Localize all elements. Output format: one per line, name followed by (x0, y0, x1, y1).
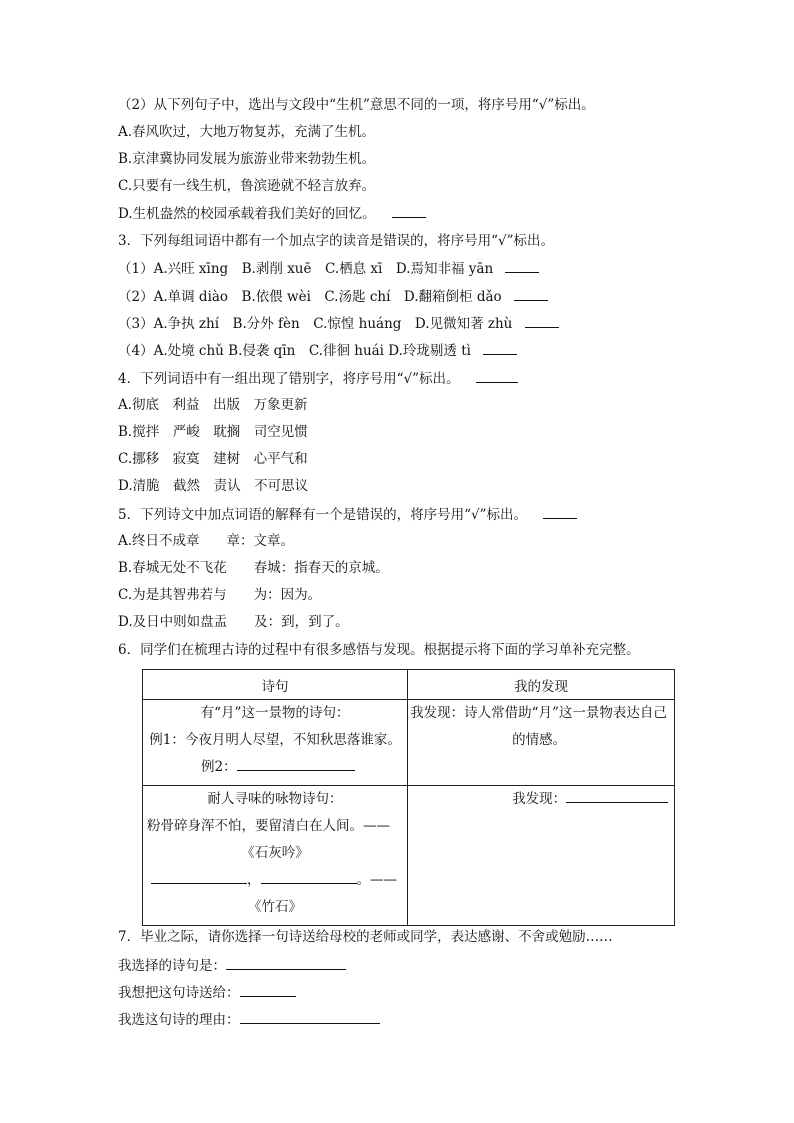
q7-field-poem-label: 我选择的诗句是： (118, 958, 226, 974)
moon-example-2-label: 例2： (201, 759, 237, 775)
header-poem: 诗句 (143, 670, 408, 700)
q5-option-a: A.终日不成章 章：文章。 (118, 533, 295, 549)
q3-group-2-blank[interactable] (514, 287, 548, 301)
object-discovery-row (408, 786, 674, 813)
moon-example-2-blank[interactable] (237, 757, 355, 771)
q5-option-b: B.春城无处不飞花 春城：指春天的京城。 (118, 560, 389, 576)
q4-prompt: 4．下列词语中有一组出现了错别字，将序号用“√”标出。 (118, 371, 460, 387)
moon-discovery-line-1: 我发现：诗人常借助“月”这一景物表达自己 (410, 705, 667, 721)
object-example-1-source: 《石灰吟》 (241, 845, 309, 861)
q7-prompt: 7．毕业之际，请你选择一句诗送给母校的老师或同学，表达感谢、不舍或勉励…… (118, 929, 613, 945)
q3-group-2: （2）A.单调 diào B.依偎 wèi C.汤匙 chí D.翻箱倒柜 dǎo (118, 289, 502, 305)
q4-prompt-row (118, 369, 518, 388)
q3-group-4-blank[interactable] (483, 341, 517, 355)
q3-group-4-row (118, 341, 517, 360)
q3-group-2-row (118, 287, 548, 306)
q7-field-poem-row (118, 956, 346, 975)
q7-field-reason-row (118, 1010, 380, 1029)
object-discovery-blank[interactable] (566, 789, 668, 803)
object-blank-2[interactable] (261, 870, 357, 884)
q7-field-recipient-row (118, 983, 296, 1002)
object-discovery-cell (408, 786, 675, 926)
object-example-2-row (143, 867, 407, 894)
q6-prompt: 6．同学们在梳理古诗的过程中有很多感悟与发现。根据提示将下面的学习单补充完整。 (118, 642, 640, 658)
q3-group-3: （3）A.争执 zhí B.分外 fèn C.惊惶 huáng D.见微知著 zhù (118, 316, 513, 332)
q3-group-3-blank[interactable] (525, 314, 559, 328)
q4-option-a: A.彻底 利益 出版 万象更新 (118, 397, 308, 413)
q2-sub-prompt: （2）从下列句子中，选出与文段中“生机”意思不同的一项，将序号用“√”标出。 (118, 97, 595, 113)
q7-field-recipient-label: 我想把这句诗送给： (118, 985, 240, 1001)
q5-prompt: 5．下列诗文中加点词语的解释有一个是错误的，将序号用“√”标出。 (118, 507, 527, 523)
table-row-object (143, 786, 675, 926)
q4-option-d: D.清脆 截然 责认 不可思议 (118, 478, 309, 494)
table-row-moon (143, 700, 675, 786)
q4-option-b: B.搅拌 严峻 耽搁 司空见惯 (118, 424, 308, 440)
object-discovery-label: 我发现： (512, 791, 567, 807)
moon-example-1: 例1：今夜月明人尽望，不知秋思落谁家。 (149, 732, 401, 748)
q3-prompt: 3．下列每组词语中都有一个加点字的读音是错误的，将序号用“√”标出。 (118, 233, 554, 249)
q4-answer-blank[interactable] (476, 369, 518, 383)
q3-group-1: （1）A.兴旺 xīng B.剥削 xuē C.栖息 xī D.焉知非福 yān (118, 261, 494, 277)
q4-option-c: C.挪移 寂寞 建树 心平气和 (118, 451, 308, 467)
header-discovery: 我的发现 (408, 670, 675, 700)
object-example-1: 粉骨碎身浑不怕，要留清白在人间。—— (147, 818, 390, 834)
moon-example-2-row (143, 754, 407, 781)
q2-option-d: D.生机盎然的校园承载着我们美好的回忆。 (118, 206, 376, 222)
object-poems-cell (143, 786, 408, 926)
q7-field-poem-blank[interactable] (226, 956, 346, 970)
q5-prompt-row (118, 505, 577, 524)
object-dash: 。—— (356, 872, 397, 888)
q5-option-d: D.及日中则如盘盂 及：到，到了。 (118, 614, 349, 630)
q7-field-recipient-blank[interactable] (240, 983, 296, 997)
q3-group-1-blank[interactable] (505, 259, 539, 273)
q7-field-reason-label: 我选这句诗的理由： (118, 1012, 240, 1028)
moon-heading: 有“月”这一景物的诗句： (200, 705, 350, 721)
q5-answer-blank[interactable] (543, 505, 577, 519)
object-comma: ， (247, 872, 261, 888)
q5-option-c: C.为是其智弗若与 为：因为。 (118, 587, 322, 603)
study-sheet-table (142, 669, 675, 926)
moon-discovery-cell (408, 700, 675, 786)
object-heading: 耐人寻味的咏物诗句： (207, 791, 343, 807)
q2-option-a: A.春风吹过，大地万物复苏，充满了生机。 (118, 124, 376, 140)
q3-group-4: （4）A.处境 chǔ B.侵袭 qīn C.徘徊 huái D.玲珑剔透 tì (118, 343, 471, 359)
q2-option-b: B.京津冀协同发展为旅游业带来勃勃生机。 (118, 151, 376, 167)
q2-option-c: C.只要有一线生机，鲁滨逊就不轻言放弃。 (118, 178, 376, 194)
moon-discovery-line-2: 的情感。 (512, 732, 567, 748)
q2-answer-blank[interactable] (392, 204, 426, 218)
q3-group-1-row (118, 259, 539, 278)
q2-option-d-row (118, 204, 426, 223)
q7-field-reason-blank[interactable] (240, 1010, 380, 1024)
moon-poems-cell (143, 700, 408, 786)
object-example-2-source: 《竹石》 (248, 899, 303, 915)
object-blank-1[interactable] (151, 870, 247, 884)
q3-group-3-row (118, 314, 559, 333)
table-header-row (143, 670, 675, 700)
